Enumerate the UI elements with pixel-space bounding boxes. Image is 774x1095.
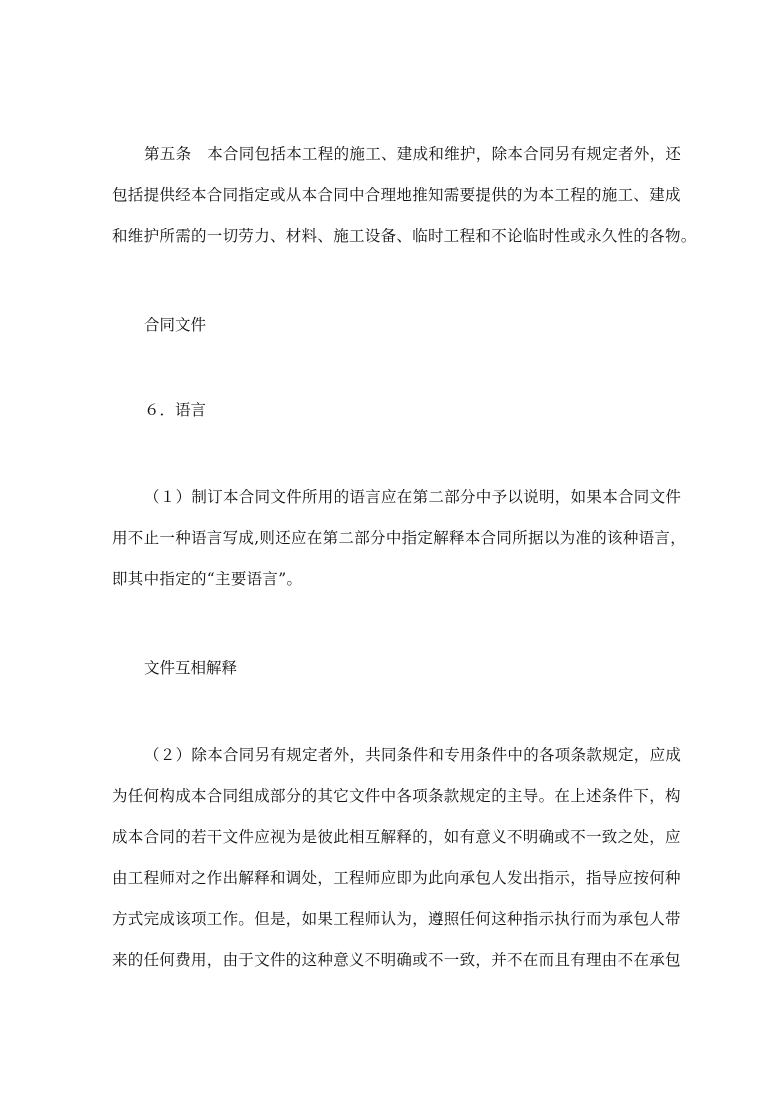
- paragraph-line: 和维护所需的一切劳力、材料、施工设备、临时工程和不论临时性或永久性的各物。: [112, 227, 697, 245]
- clause-2-paragraph: [112, 735, 682, 981]
- section-heading-language: ６．语言: [144, 401, 207, 419]
- paragraph-line: （２）除本合同另有规定者外，共同条件和专用条件中的各项条款规定，应成: [144, 746, 682, 764]
- section-heading-mutual-interpretation: 文件互相解释: [144, 659, 238, 677]
- paragraph-line: 即其中指定的“主要语言”。: [112, 570, 303, 588]
- article-5-paragraph: [112, 134, 697, 257]
- paragraph-line: 由工程师对之作出解释和调处，工程师应即为此向承包人发出指示，指导应按何种: [112, 869, 681, 887]
- paragraph-line: 第五条 本合同包括本工程的施工、建成和维护，除本合同另有规定者外，还: [144, 145, 682, 163]
- section-heading-contract-documents: 合同文件: [144, 316, 207, 334]
- paragraph-line: 方式完成该项工作。但是，如果工程师认为，遵照任何这种指示执行而为承包人带: [112, 910, 681, 928]
- clause-1-paragraph: [112, 477, 687, 600]
- paragraph-line: 为任何构成本合同组成部分的其它文件中各项条款规定的主导。在上述条件下，构: [112, 787, 681, 805]
- paragraph-line: 用不止一种语言写成,则还应在第二部分中指定解释本合同所据以为准的该种语言，: [112, 529, 687, 547]
- paragraph-line: 来的任何费用，由于文件的这种意义不明确或不一致，并不在而且有理由不在承包: [112, 951, 681, 969]
- paragraph-line: （１）制订本合同文件所用的语言应在第二部分中予以说明，如果本合同文件: [144, 488, 682, 506]
- paragraph-line: 包括提供经本合同指定或从本合同中合理地推知需要提供的为本工程的施工、建成: [112, 186, 681, 204]
- paragraph-line: 成本合同的若干文件应视为是彼此相互解释的，如有意义不明确或不一致之处，应: [112, 828, 681, 846]
